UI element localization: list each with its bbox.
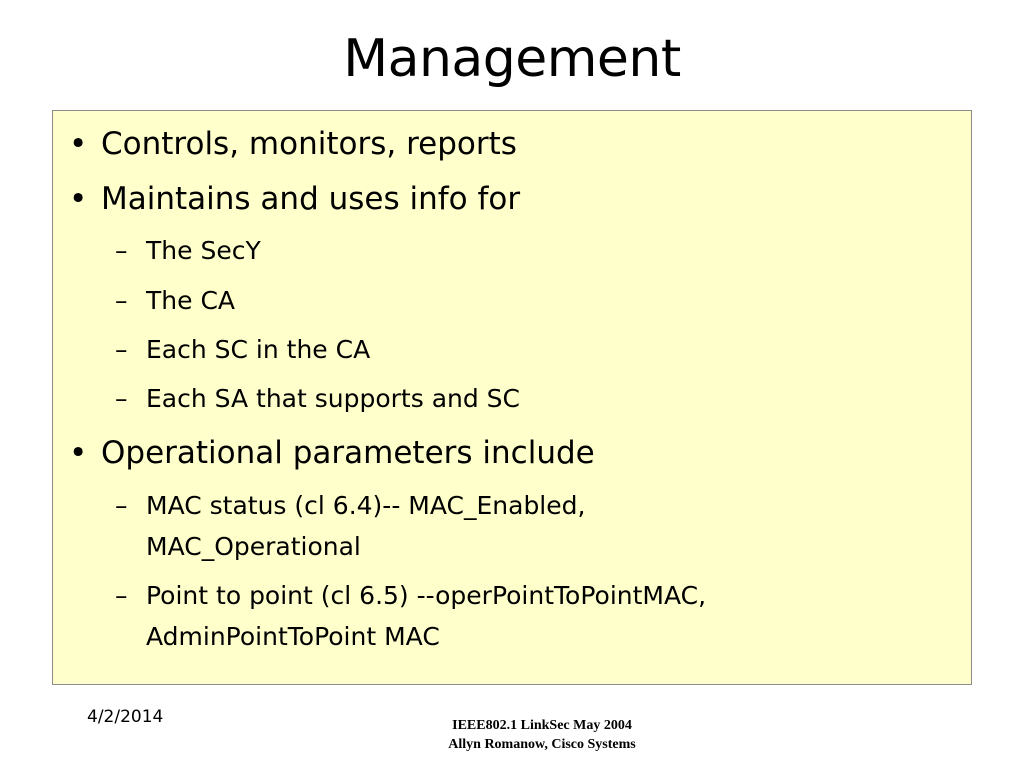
sub-bullet-text: Each SC in the CA bbox=[146, 335, 371, 364]
sub-bullet-text: AdminPointToPoint MAC bbox=[146, 622, 440, 651]
sub-bullet-marker: – bbox=[115, 384, 128, 413]
sub-bullet-marker: – bbox=[115, 581, 128, 610]
sub-bullet-marker: – bbox=[115, 236, 128, 265]
bullet-marker: • bbox=[69, 181, 88, 217]
sub-bullet-text: MAC_Operational bbox=[146, 532, 361, 561]
bullet-marker: • bbox=[69, 435, 88, 471]
bullet-text: Maintains and uses info for bbox=[101, 181, 521, 217]
sub-bullet-text: The SecY bbox=[146, 236, 261, 265]
bullet-text: Operational parameters include bbox=[101, 435, 595, 471]
slide-title: Management bbox=[343, 29, 681, 89]
footer-line-1: IEEE802.1 LinkSec May 2004 bbox=[452, 718, 632, 733]
sub-bullet-text: Point to point (cl 6.5) --operPointToPointMAC, bbox=[146, 581, 707, 610]
sub-bullet-marker: – bbox=[115, 286, 128, 315]
sub-bullet-text: Each SA that supports and SC bbox=[146, 384, 521, 413]
footer-line-2: Allyn Romanow, Cisco Systems bbox=[448, 737, 636, 752]
sub-bullet-text: The CA bbox=[146, 286, 236, 315]
bullet-text: Controls, monitors, reports bbox=[101, 126, 517, 162]
content-box bbox=[52, 110, 972, 685]
footer-date: 4/2/2014 bbox=[87, 707, 164, 727]
sub-bullet-marker: – bbox=[115, 335, 128, 364]
bullet-marker: • bbox=[69, 126, 88, 162]
sub-bullet-marker: – bbox=[115, 491, 128, 520]
footer-credits bbox=[392, 716, 692, 754]
sub-bullet-text: MAC status (cl 6.4)-- MAC_Enabled, bbox=[146, 491, 586, 520]
